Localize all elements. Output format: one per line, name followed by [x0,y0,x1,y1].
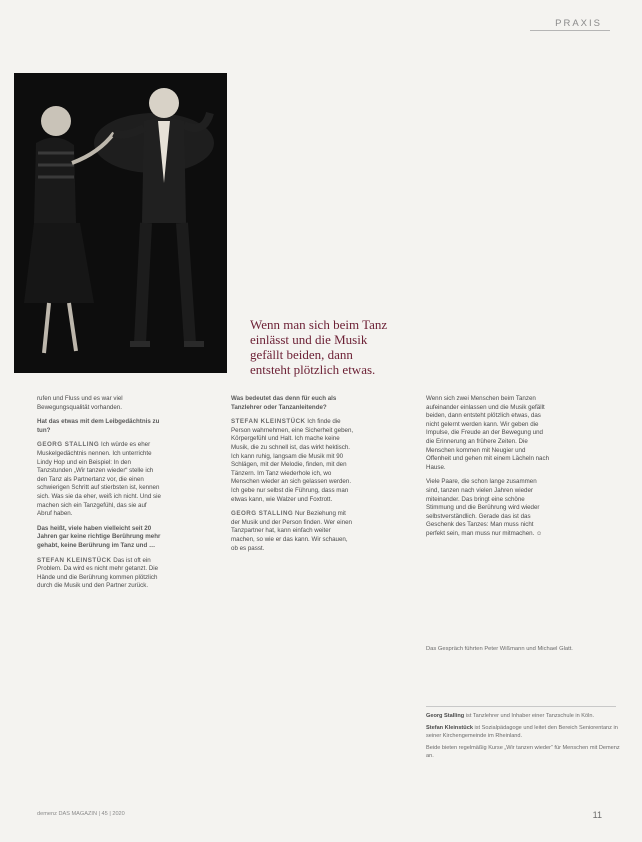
answer-text: Ich finde die Person wahrnehmen, eine Sicherheit geben, Körpergefühl und Halt. Ich mache keine Musik, die zu schnell ist, das wirkt hektisch. Ich kann ruhig, langsam die Musik mit 90 Schlägen, mit der Melodie, finden, mit den Tänzern. Im Tanz wiederhole ich, wo Menschen wieder an sich gelassen werden. Ich gebe nur selbst die Führung, dass man etwas kann, wie Walzer und Foxtrott. [231,418,354,503]
answer-text: Nur Beziehung mit der Musik und der Person finden. Wer einen Tanzpartner hat, kann einfach weiter machen, so wie er das kann. Wir schauen, ob es passt. [231,510,352,552]
bio-name: Stefan Kleinstück [426,725,473,731]
bio-text: ist Sozialpädagoge und leitet den Bereich Seniorentanz in seiner Kirchengemeinde im Rheinland. [426,725,618,739]
interview-question: Hat das etwas mit dem Leibgedächtnis zu tun? [37,418,160,434]
interview-question: Das heißt, viele haben vielleicht seit 20 Jahren gar keine richtige Berührung mehr gehabt, keine Berührung im Tanz und … [37,524,161,549]
magazine-footer: demenz DAS MAGAZIN | 45 | 2020 [37,811,125,817]
section-label: PRAXIS [555,18,602,29]
bio-name: Georg Stalling [426,713,465,719]
section-rule [530,30,610,31]
bio-stefan-kleinstueck [426,724,626,740]
article-column-1 [37,395,161,597]
bio-text: Beide bieten regelmäßig Kurse „Wir tanzen wieder“ für Menschen mit Demenz an. [426,745,620,759]
article-column-2 [231,395,355,559]
speaker-name: STEFAN KLEINSTÜCK [231,418,306,426]
interview-credit: Das Gespräch führten Peter Wißmann und Michael Glatt. [426,646,573,652]
article-column-3 [426,395,550,545]
interview-answer [37,441,161,518]
answer-text: Ich würde es eher Muskelgedächtnis nennen. Ich unterrichte Lindy Hop und ein Beispiel: In den Tanzstunden „Wir tanzen wieder“ stelle ich den Tanz als Partnertanz vor, die einen schwierigen Schritt auf stierbsten ist, kennen sich. Was sie da eher, weiß ich nicht. Und sie machen sich ein Tanzgefühl, das sie auf Abruf haben. [37,441,161,518]
paragraph: rufen und Fluss und es war viel Bewegungsqualität vorhanden. [37,395,123,411]
interview-answer [37,557,161,591]
paragraph: Viele Paare, die schon lange zusammen sind, tanzen nach vielen Jahren wieder miteinander. Das bringt eine schöne Stimmung und die Berührung wird wieder selbstverständlich. Gerade das ist das Geschenk des Tanzes: Man muss nicht perfekt sein, man muss nur mitmachen. ☺ [426,478,543,537]
bio-text: ist Tanzlehrer und Inhaber einer Tanzschule in Köln. [465,713,595,719]
interview-question: Was bedeutet das denn für euch als Tanzlehrer oder Tanzanleitende? [231,395,337,411]
bio-note [426,744,626,760]
bio-divider [426,706,616,707]
author-bios [426,712,626,764]
page-number: 11 [592,810,602,820]
dancing-couple-photo [14,73,227,373]
interview-answer [231,418,355,504]
speaker-name: STEFAN KLEINSTÜCK [37,556,112,564]
paragraph: Wenn sich zwei Menschen beim Tanzen aufeinander einlassen und die Musik gefällt beiden, dann entsteht plötzlich etwas, das nicht gelernt werden kann. Wir geben die Impulse, die Freude an der Bewegung und die Erinnerung an frühere Zeiten. Die Menschen kommen mit Neugier und Offenheit und gehen mit einem Lächeln nach Hause. [426,395,550,471]
interview-answer [231,510,355,553]
bio-georg-stalling [426,712,626,720]
speaker-name: GEORG STALLING [37,441,100,449]
pull-quote: Wenn man sich beim Tanz einlässt und die Musik gefällt beiden, dann entsteht plötzlich etwas. [250,317,388,377]
answer-text: Das ist oft ein Problem. Da wird es nicht mehr getanzt. Die Hände und die Berührung kommen plötzlich durch die Musik und den Partner zurück. [37,556,159,590]
speaker-name: GEORG STALLING [231,510,294,518]
